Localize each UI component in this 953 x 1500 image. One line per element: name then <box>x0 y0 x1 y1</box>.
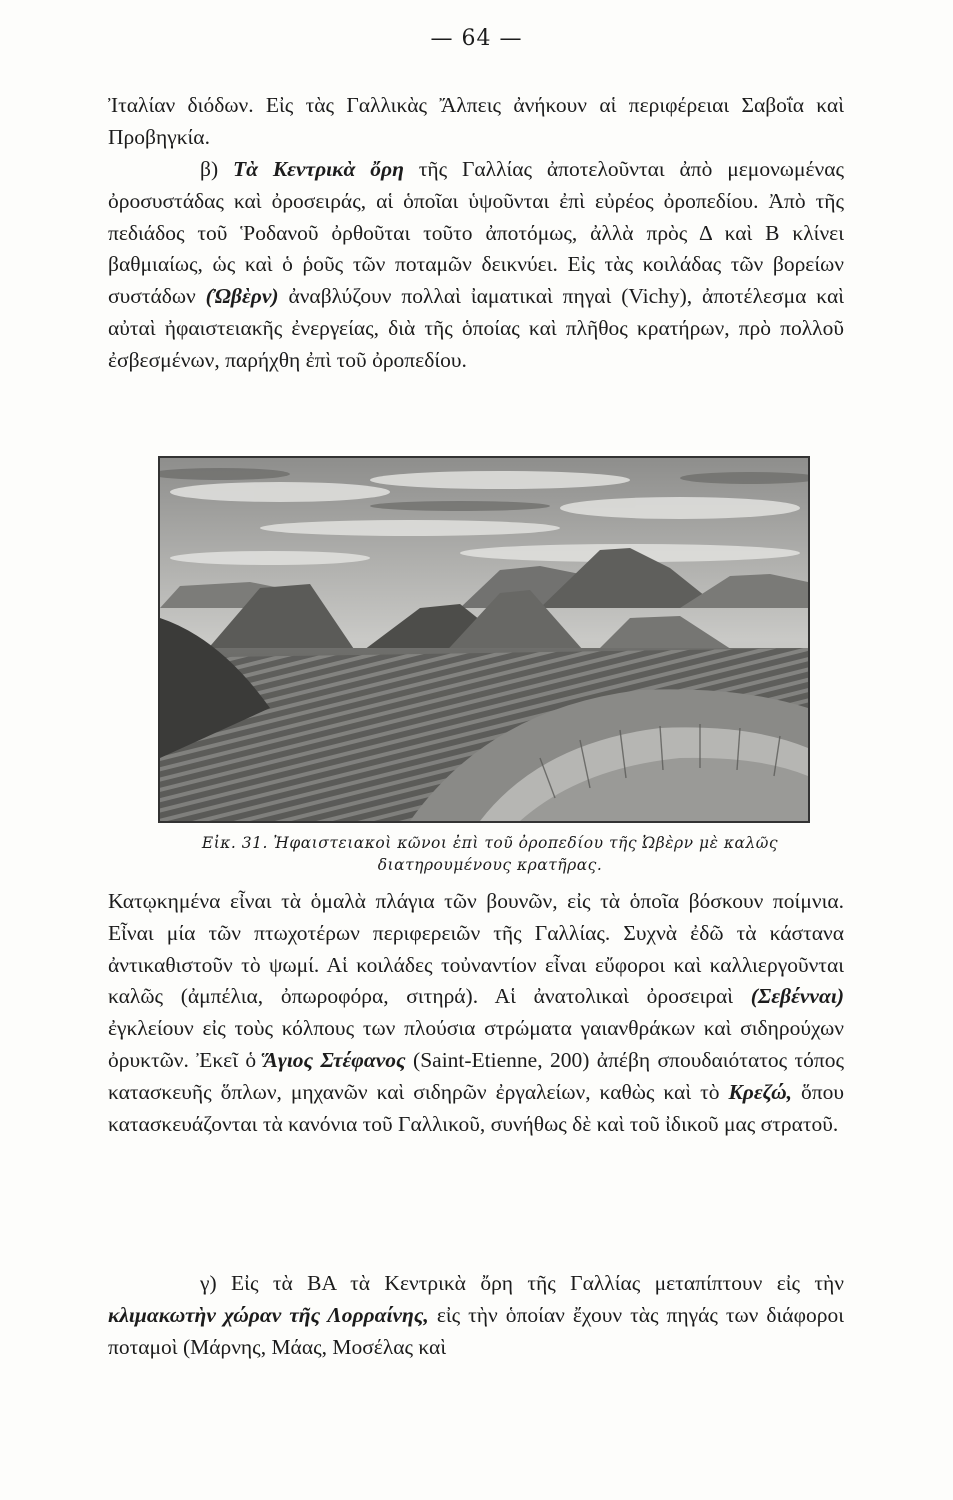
paragraph-4-text-b: εἰς τὴν ὁποίαν ἔχουν τὰς πηγάς των διάφοροι ποταμοὶ (Μάρνης, Μάας, Μοσέλας καὶ <box>108 1302 844 1359</box>
paragraph-3-text-b: ἐγκλείουν εἰς τοὺς κόλπους των πλούσια στρώματα γαιανθράκων καὶ σιδηρούχων ὀρυκτῶν. Ἐκεῖ ὁ <box>108 1016 844 1072</box>
term-saint-etienne: Ἅγιος Στέφανος <box>263 1047 406 1072</box>
paragraph-3-text-a: Κατῳκημένα εἶναι τὰ ὁμαλὰ πλάγια τῶν βουνῶν, εἰς τὰ ὁποῖα βόσκουν ποίμνια. Εἶναι μία τῶν πτωχοτέρων περιφερειῶν τῆς Γαλλίας. Συχνὰ ἐδῶ τὰ κάστανα ἀντικαθιστοῦν τὸ ψωμί. Αἱ κοιλάδες τοὐναντίον εἶναι εὔφοροι καὶ καλλιεργοῦνται καλῶς (ἀμπέλια, ὀπωροφόρα, σιτηρά). Αἱ ἀνατολικαὶ ὀροσειραὶ <box>108 889 844 1009</box>
paragraph-2-text-b: ἀναβλύζουν πολλαὶ ἰαματικαὶ πηγαὶ (Vichy), ἀποτέλεσμα καὶ αὐταὶ ἠφαιστειακῆς ἐνεργείας, διὰ τῆς ὁποίας καὶ πλῆθος κρατήρων, πρὸ πολλοῦ ἐσβεσμένων, παρήχθη ἐπὶ τοῦ ὀροπεδίου. <box>108 284 844 372</box>
paragraph-3-text-c: (Saint-Etienne, 200) ἀπέβη σπουδαιότατος τόπος κατασκευῆς ὅπλων, μηχανῶν καὶ σιδηρῶν ἐργαλείων, καθὼς καὶ τὸ <box>108 1047 845 1104</box>
paragraph-2 <box>108 154 844 377</box>
figure-volcanic-cones-photo <box>158 456 810 823</box>
term-auvergne: (Ὠβὲρν) <box>205 284 279 309</box>
paragraph-2-marker: β) <box>200 157 219 181</box>
paragraph-1 <box>108 90 844 154</box>
heading-central-mountains: Τὰ Κεντρικὰ ὄρη <box>232 157 404 181</box>
paragraph-4-marker: γ) <box>200 1271 217 1295</box>
paragraph-2-text-a: τῆς Γαλλίας ἀποτελοῦνται ἀπὸ μεμονωμένας ὀροσυστάδας καὶ ὀροσειράς, αἱ ὁποῖαι ὑψοῦνται ἐπὶ εὐρέος ὀροπεδίου. Ἀπὸ τῆς πεδιάδος τοῦ Ῥοδανοῦ ὀρθοῦται τοῦτο ἀποτόμως, ἀλλὰ πρὸς Δ καὶ Β κλίνει βαθμιαίως, ὡς καὶ ὁ ῥοῦς τῶν ποταμῶν δεικνύει. Εἰς τὰς κοιλάδας τῶν βορείων συστάδων <box>108 157 844 309</box>
volcano-landscape-illustration <box>160 458 808 821</box>
paragraph-1-text: Ἰταλίαν διόδων. Εἰς τὰς Γαλλικὰς Ἄλπεις ἀνήκουν αἱ περιφέρειαι Σαβοΐα καὶ Προβηγκία. <box>108 93 844 149</box>
term-lorraine: κλιμακωτὴν χώραν τῆς Λορραίνης, <box>108 1302 429 1327</box>
term-creusot: Κρεζώ, <box>728 1079 793 1104</box>
figure-caption-text: Ἠφαιστειακοὶ κῶνοι ἐπὶ τοῦ ὀροπεδίου τῆς Ὠβὲρν μὲ καλῶς διατηρουμένους κρατῆρας. <box>273 834 779 874</box>
paragraph-4 <box>108 1268 844 1363</box>
figure-label: Εἰκ. 31. <box>201 834 268 852</box>
paragraph-4-text-a: Εἰς τὰ ΒΑ τὰ Κεντρικὰ ὄρη τῆς Γαλλίας μεταπίπτουν εἰς τὴν <box>231 1271 844 1295</box>
page-number: — 64 — <box>430 26 523 51</box>
paragraph-3 <box>108 886 844 1140</box>
figure-caption <box>150 832 830 876</box>
term-cevennes: (Σεβένναι) <box>750 984 844 1009</box>
paragraph-3-text-d: ὅπου κατασκευάζονται τὰ κανόνια τοῦ Γαλλικοῦ, συνήθως δὲ καὶ τοῦ ἰδικοῦ μας στρατοῦ. <box>108 1079 845 1136</box>
